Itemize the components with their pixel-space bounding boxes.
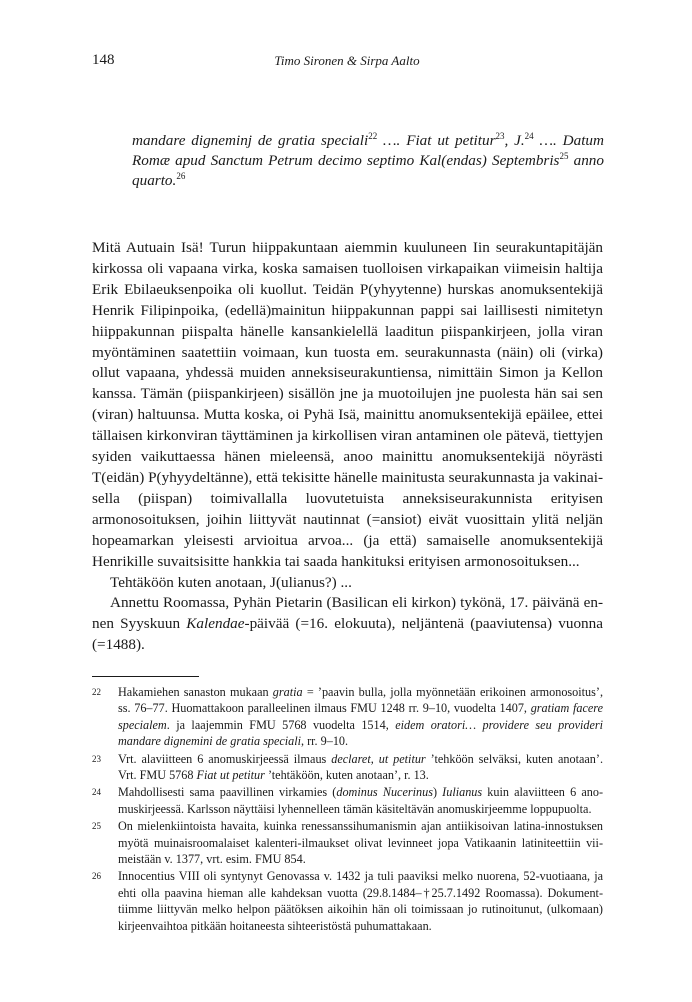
footnote-emphasis: dominus Nucerinus	[336, 785, 433, 800]
footnote-text: ’tehköön selväksi, kuten anotaan’. Vrt. FMU 5768	[118, 751, 603, 783]
footnote-number: 23	[92, 753, 101, 764]
footnote-ref[interactable]: 25	[559, 150, 569, 161]
paragraph-text: -päivää (=16. elokuuta), neljäntenä (paaviutensa) vuonna (=1488).	[92, 615, 603, 654]
footnote-emphasis: eidem oratori… providere seu provideri mandare dignemini de gratia speciali	[118, 717, 603, 749]
footnote-text: kuin alaviitteen 6 anomuskirjeessä. Karlsson näyttäisi lyhennelleen tämän käsiteltävän anomuskirjeemme loppupuolta.	[118, 785, 603, 816]
footnote-number: 25	[92, 821, 101, 832]
footnote-ref[interactable]: 24	[524, 130, 534, 141]
quote-text: mandare digneminj de gratia speciali	[132, 132, 369, 149]
body-paragraph: Tehtäköön kuten anotaan, J(ulianus?) ...	[110, 573, 352, 591]
body-paragraph	[92, 593, 603, 656]
footnote-emphasis: Fiat ut petitur	[196, 768, 265, 783]
footnote-text: ’tehtäköön, kuten anotaan’, r. 13.	[264, 768, 429, 783]
paragraph-text: Annettu Roomassa, Pyhän Pietarin (Basilican eli kirkon) tykönä, 17. päivänä ennen Syyskuun	[92, 594, 603, 633]
footnote-text: = ’paavin bulla, jolla myönnetään erikoinen armonosoitus’, ss. 76–77. Huomattakoon paralleelinen ilmaus FMU 1248 rr. 9–10, vuodelta 1407,	[118, 685, 603, 716]
footnote-text: Hakamiehen sanaston mukaan	[118, 685, 273, 699]
footnote-number: 22	[92, 687, 101, 697]
footnote-ref[interactable]: 26	[176, 170, 186, 181]
footnote-22	[92, 684, 603, 750]
quote-text: …. Fiat ut petitur	[377, 132, 496, 149]
quote-text: anno quarto.	[132, 152, 604, 189]
footnote-25	[92, 818, 603, 867]
footnote-23	[92, 751, 603, 784]
footnote-text: Innocentius VIII oli syntynyt Genovassa v. 1432 ja tuli paaviksi melko nuorena, 52-vuotiaana, ja ehti olla paavina hieman alle kahdeksan vuotta (29.8.1484–†25.7.1492 Roomassa). Dokumenttiimme liittyvän melko helpon päätöksen aikoihin hän oli toimissaan jo rutinoitunut, (ulkomaan) kirjeenvaihtoa pitkään hoitaneesta sihteeristöstä puhumattakaan.	[118, 869, 603, 933]
footnote-emphasis: gratia	[272, 685, 303, 699]
footnote-text: , rr. 9–10.	[301, 734, 349, 749]
quote-text: …. Datum Romæ apud Sanctum Petrum decimo septimo Kal(endas) Septembris	[132, 132, 604, 169]
latin-quotation	[132, 131, 604, 191]
footnote-text: Mahdollisesti sama paavillinen virkamies (	[118, 785, 337, 800]
page-number: 148	[92, 52, 115, 68]
footnote-26	[92, 868, 603, 934]
footnotes	[92, 684, 603, 935]
footnote-24	[92, 784, 603, 817]
footnote-ref[interactable]: 23	[495, 130, 505, 141]
footnote-separator	[92, 676, 199, 677]
footnote-number: 24	[92, 787, 101, 798]
page-header	[92, 52, 602, 72]
footnote-emphasis: declaret, ut petitur	[331, 751, 426, 766]
running-head: Timo Sironen & Sirpa Aalto	[274, 53, 420, 68]
footnote-number: 26	[92, 871, 101, 882]
paragraph-emphasis: Kalendae	[186, 615, 245, 633]
footnote-text: On mielenkiintoista havaita, kuinka renessanssihumanismin ajan antiikisoivan latina-innostuksen myötä muinaisroomalaiset kalenteri-ilmaukset olivat levinneet jopa Vatikaanin latiniteettiin viimeistään v. 1377, vrt. esim. FMU 854.	[118, 819, 603, 867]
quote-text: , J.	[504, 132, 525, 149]
footnote-text: . ja laajemmin FMU 5768 vuodelta 1514,	[166, 717, 396, 732]
body-paragraph: Mitä Autuain Isä! Turun hiippakuntaan aiemmin kuuluneen Iin seurakuntapitäjän kirkossa oli vapaana virka, koska samaisen tuolloisen virkapaikan viimeisin haltija Erik Ebilaeuksenpoika oli kuollut. Teidän P(yhyytenne) hurskas anomuksentekijä Henrik Filipinpoika, (edellä)mainitun hiippakunnan pappi sai laillisesti nimitetyn hiippakunnan piispalta hänelle kansankielellä laaditun piispankirjeen, jolla viran myöntäminen saatettiin voimaan, kun tuosta em. seurakunnasta (näin) oli (virka) ollut vapaana, yhdessä muiden anneksiseurakuntiensa, nimittäin Simon ja Kellon kanssa. Tämän (piispankirjeen) sisällön jne ja muotoilujen jne puolesta hän sai sen (viran) haltuunsa. Mutta koska, oi Pyhä Isä, mainittu anomuksentekijä epäilee, ettei tällaisen kirkonviran täyttäminen ja kirkollisen viran antaminen ole pätevä, tiettyjen syiden vaikuttaessa hänen mieleensä, anoo mainittu anomuksentekijä nöyrästi T(eidän) P(yhyydeltänne), että tekisitte hänelle mainitusta seurakunnasta ja vakinaisella (piispan) toimivallalla luovutetuista anneksiseurakunnista erityisen armonosoituksen, joihin liittyvät nautinnat (=ansiot) eivät vuosittain ylitä neljän hopeamarkan yleisesti arvioitua arvoa... (ja että) samaiselle anomuksentekijä Henrikille suvaitsisitte hankkia tai saada hankituksi erityisen armonosoituksen...	[92, 239, 603, 570]
body-text	[92, 238, 603, 656]
footnote-text: )	[432, 785, 443, 800]
footnote-emphasis: Iulianus	[442, 785, 483, 800]
footnote-ref[interactable]: 22	[368, 130, 378, 141]
footnote-emphasis: gratiam facere specialem	[118, 701, 603, 732]
footnote-text: Vrt. alaviitteen 6 anomuskirjeessä ilmaus	[118, 751, 332, 766]
